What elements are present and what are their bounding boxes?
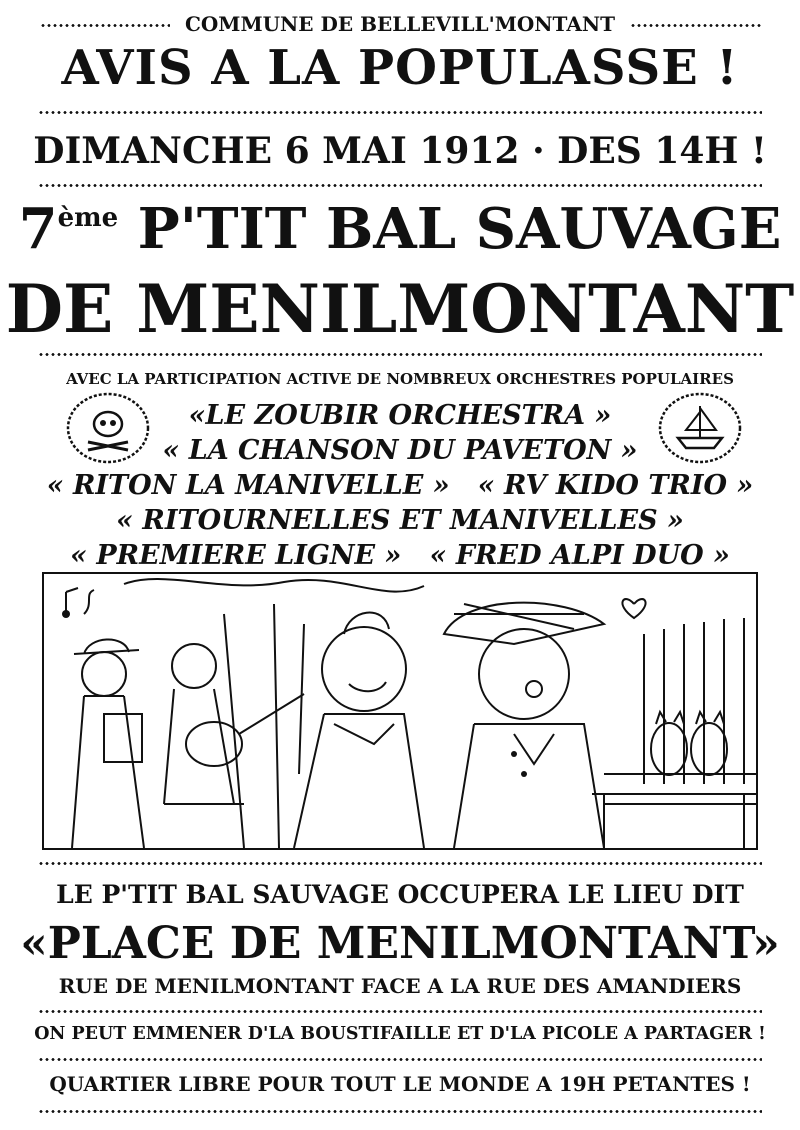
date-line: DIMANCHE 6 MAI 1912 · DES 14H ! [33,130,767,172]
dotted-rule [38,1010,762,1013]
orchestra-line: «LE ZOUBIR ORCHESTRA » [188,400,612,431]
illustration-drawing [44,574,756,848]
dotted-rule [38,1058,762,1061]
orchestra-line: « RITOURNELLES ET MANIVELLES » [116,505,684,536]
orchestras-intro: AVEC LA PARTICIPATION ACTIVE DE NOMBREUX ORCHESTRES POPULAIRES [66,370,734,388]
orchestra-line: « LA CHANSON DU PAVETON » [162,435,638,466]
dancing-crowd-illustration [42,572,758,850]
food-note: ON PEUT EMMENER D'LA BOUSTIFAILLE ET D'LA PICOLE A PARTAGER ! [34,1024,766,1044]
commune-header: COMMUNE DE BELLEVILL'MONTANT [184,12,616,36]
dotted-rule [38,184,762,187]
location-place: «PLACE DE MENILMONTANT» [20,918,780,969]
event-title-text: P'TIT BAL SAUVAGE [137,196,782,262]
event-number: 7 [18,196,58,262]
orchestra-line: « RITON LA MANIVELLE » « RV KIDO TRIO » [46,470,754,501]
headline-text: AVIS A LA POPULASSE ! [61,40,739,96]
location-intro: LE P'TIT BAL SAUVAGE OCCUPERA LE LIEU DIT [56,880,744,909]
event-number-suffix: ème [57,203,119,233]
end-note: QUARTIER LIBRE POUR TOUT LE MONDE A 19H PETANTES ! [49,1072,751,1096]
orchestra-line: « PREMIERE LIGNE » « FRED ALPI DUO » [70,540,730,571]
dotted-rule [38,1110,762,1113]
headline [0,40,800,96]
event-title-line1 [0,196,800,262]
dotted-rule [38,353,762,356]
dotted-rule [38,111,762,114]
dotted-rule [38,862,762,865]
event-title-line2: DE MENILMONTANT [5,270,795,348]
location-address: RUE DE MENILMONTANT FACE A LA RUE DES AMANDIERS [58,974,742,998]
